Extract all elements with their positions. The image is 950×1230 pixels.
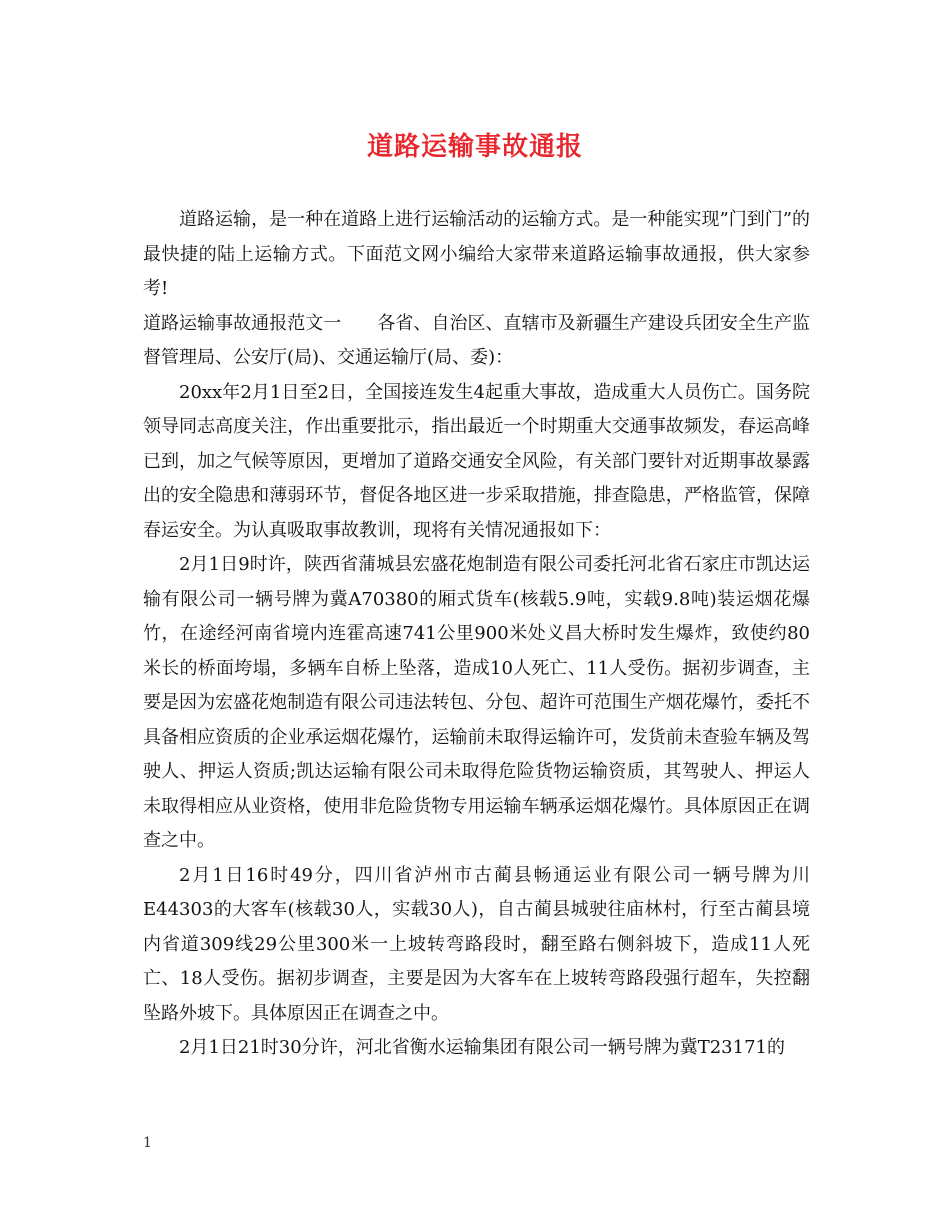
body-paragraph: 20xx年2月1日至2日，全国接连发生4起重大事故，造成重大人员伤亡。国务院领导同志高度关注，作出重要批示，指出最近一个时期重大交通事故频发，春运高峰已到，加之气候等原因，更增加了道路交通安全风险，有关部门要针对近期事故暴露出的安全隐患和薄弱环节，督促各地区进一步采取措施，排查隐患，严格监管，保障春运安全。为认真吸取事故教训，现将有关情况通报如下： [143,381,810,541]
body-paragraph: 2月1日9时许，陕西省蒲城县宏盛花炮制造有限公司委托河北省石家庄市凯达运输有限公司一辆号牌为冀A70380的厢式货车(核载5.9吨，实载9.8吨)装运烟花爆竹，在途经河南省境内连霍高速741公里900米处义昌大桥时发生爆炸，致使约80米长的桥面垮塌，多辆车自桥上坠落，造成10人死亡、11人受伤。据初步调查，主要是因为宏盛花炮制造有限公司违法转包、分包、超许可范围生产烟花爆竹，委托不具备相应资质的企业承运烟花爆竹，运输前未取得运输许可，发货前未查验车辆及驾驶人、押运人资质;凯达运输有限公司未取得危险货物运输资质，其驾驶人、押运人未取得相应从业资格，使用非危险货物专用运输车辆承运烟花爆竹。具体原因正在调查之中。 [143,554,810,851]
document-title: 道路运输事故通报 [366,132,583,162]
document-body [143,203,810,1066]
intro-paragraph: 道路运输，是一种在道路上进行运输活动的运输方式。是一种能实现”门到门”的最快捷的陆上运输方式。下面范文网小编给大家带来道路运输事故通报，供大家参考! [143,209,810,299]
salutation-line [143,307,810,376]
page-number: 1 [143,1135,152,1151]
salutation-text: 各省、自治区、直辖市及新疆生产建设兵团安全生产监督管理局、公安厅(局)、交通运输厅(局、委)： [143,312,811,368]
body-paragraph: 2月1日16时49分，四川省泸州市古蔺县畅通运业有限公司一辆号牌为川E44303的大客车(核载30人，实载30人)，自古蔺县城驶往庙林村，行至古蔺县境内省道309线29公里300米一上坡转弯路段时，翻至路右侧斜坡下，造成11人死亡、18人受伤。据初步调查，主要是因为大客车在上坡转弯路段强行超车，失控翻坠路外坡下。具体原因正在调查之中。 [143,864,810,1024]
body-paragraph: 2月1日21时30分许，河北省衡水运输集团有限公司一辆号牌为冀T23171的 [179,1037,785,1058]
sample-label: 道路运输事故通报范文一 [143,312,342,334]
